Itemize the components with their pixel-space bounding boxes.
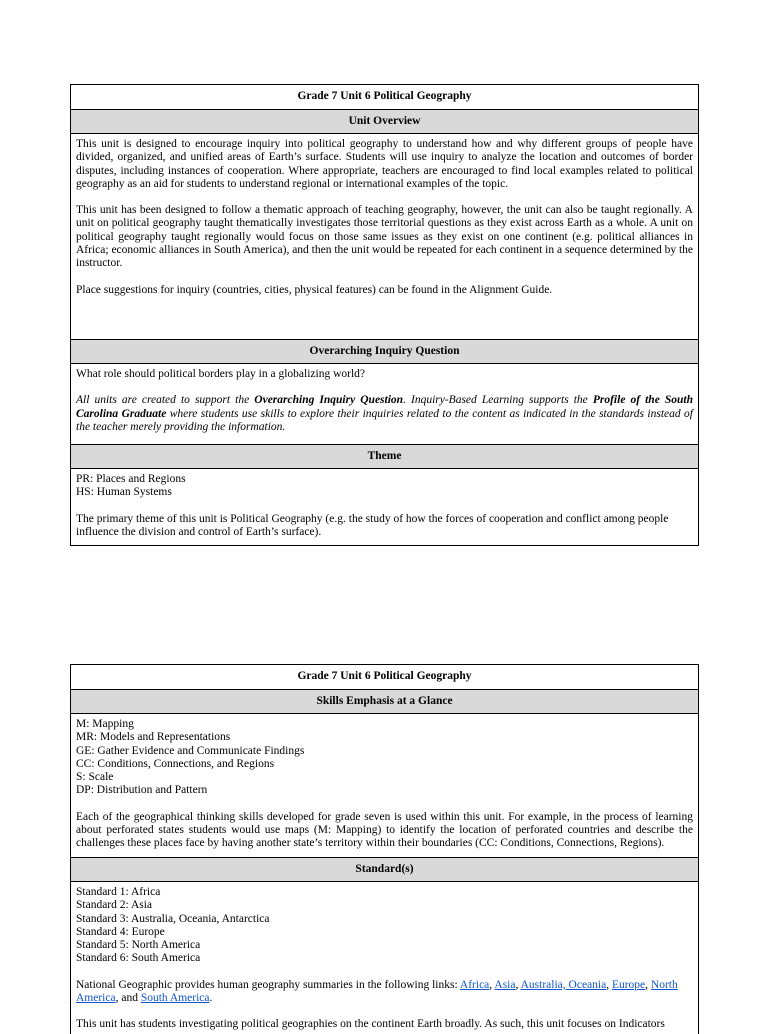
link-separator: . xyxy=(209,992,213,1005)
national-geographic-paragraph xyxy=(76,979,693,1006)
link-north-america[interactable]: North America xyxy=(76,978,678,1005)
skill-item: M: Mapping xyxy=(76,718,134,730)
unit-overview-table xyxy=(70,84,699,546)
link-australia-oceania[interactable]: Australia, Oceania xyxy=(520,978,607,991)
standard-item: Standard 2: Asia xyxy=(76,899,153,912)
unit-overview-paragraph-1: This unit is designed to encourage inquiry into political geography to understand how and why different groups of people have divided, organized, and unified areas of Earth’s surface. Students will use inquiry to analyze the location and outcomes of border disputes, including instances of cooperation. Where appropriate, teachers are encouraged to find local examples related to political geography as an aid for students to understand regional or international examples of the topic. xyxy=(76,138,693,190)
link-separator: , xyxy=(606,978,612,991)
inquiry-question-header: Overarching Inquiry Question xyxy=(71,339,698,363)
standard-item: Standard 5: North America xyxy=(76,939,201,952)
unit-overview-paragraph-3: Place suggestions for inquiry (countries, cities, physical features) can be found in the Alignment Guide. xyxy=(76,283,553,296)
skills-header: Skills Emphasis at a Glance xyxy=(71,689,698,713)
link-asia[interactable]: Asia xyxy=(494,978,516,991)
theme-item: HS: Human Systems xyxy=(76,486,172,499)
skill-item: GE: Gather Evidence and Communicate Findings xyxy=(76,744,305,757)
inquiry-question-cell xyxy=(71,363,698,444)
table-title: Grade 7 Unit 6 Political Geography xyxy=(297,90,472,103)
link-south-america[interactable]: South America xyxy=(140,992,210,1005)
skills-description: Each of the geographical thinking skills developed for grade seven is used within this unit. For example, in the process of learning about perforated states students would use maps (M: Mapping) to identify the location of perforated countries and describe the challenges these places face by having another state’s territory within their boundaries (CC: Conditions, Connections, Regions). xyxy=(76,810,693,850)
standard-item: Standard 4: Europe xyxy=(76,925,165,938)
inquiry-note-text: where students use skills to explore their inquiries related to the content as indicated in the standards instead of the teacher merely providing the information. xyxy=(76,407,693,433)
standard-item: Standard 6: South America xyxy=(76,952,201,965)
ng-intro-text: National Geographic provides human geography summaries in the following links: xyxy=(76,978,460,991)
skill-item: DP: Distribution and Pattern xyxy=(76,784,208,797)
unit-focus-text: This unit has students investigating political geographies on the continent Earth broadly. As such, this unit focuses on Indicators xyxy=(76,1018,665,1031)
link-europe[interactable]: Europe xyxy=(611,978,646,991)
inquiry-note-emphasis: Profile of the South Carolina Graduate xyxy=(76,394,693,420)
standard-item: Standard 3: Australia, Oceania, Antarctica xyxy=(76,912,270,925)
link-separator: , xyxy=(489,978,495,991)
skill-item: S: Scale xyxy=(76,771,114,784)
skill-item: MR: Models and Representations xyxy=(76,731,231,744)
standards-header: Standard(s) xyxy=(71,857,698,881)
standards-list xyxy=(76,886,693,966)
link-separator: , xyxy=(515,978,521,991)
theme-list xyxy=(76,473,693,500)
unit-overview-paragraph-2: This unit has been designed to follow a thematic approach of teaching geography, however, the unit can also be taught regionally. A unit on political geography taught thematically investigates those territorial questions as they exist across Earth as a whole. A unit on political geography taught regionally would focus on those same issues as they exist on one continent (e.g. political alliances in Africa; economic alliances in South America), and then the unit would be repeated for each continent in a sequence determined by the instructor. xyxy=(76,204,693,270)
link-separator: , xyxy=(645,978,651,991)
skills-standards-table xyxy=(70,664,699,1034)
standard-item: Standard 1: Africa xyxy=(76,886,161,898)
theme-item: PR: Places and Regions xyxy=(76,473,186,485)
skill-item: CC: Conditions, Connections, and Regions xyxy=(76,757,275,770)
unit-overview-header: Unit Overview xyxy=(71,109,698,133)
inquiry-note-emphasis: Overarching Inquiry Question xyxy=(254,394,404,407)
link-separator: , and xyxy=(115,992,141,1005)
skills-list xyxy=(76,718,693,798)
standards-cell xyxy=(71,881,698,1034)
skills-cell xyxy=(71,713,698,857)
inquiry-note-text: . Inquiry-Based Learning supports the xyxy=(403,394,593,407)
inquiry-note-text: All units are created to support the xyxy=(76,394,255,407)
inquiry-note xyxy=(76,394,693,434)
inquiry-question-text: What role should political borders play in a globalizing world? xyxy=(76,368,366,380)
unit-overview-cell xyxy=(71,133,698,339)
theme-description: The primary theme of this unit is Political Geography (e.g. the study of how the forces of cooperation and conflict among people influence the division and control of Earth’s surface). xyxy=(76,512,669,538)
theme-header: Theme xyxy=(71,444,698,468)
link-africa[interactable]: Africa xyxy=(459,978,490,991)
table-title: Grade 7 Unit 6 Political Geography xyxy=(297,670,472,683)
theme-cell xyxy=(71,468,698,545)
